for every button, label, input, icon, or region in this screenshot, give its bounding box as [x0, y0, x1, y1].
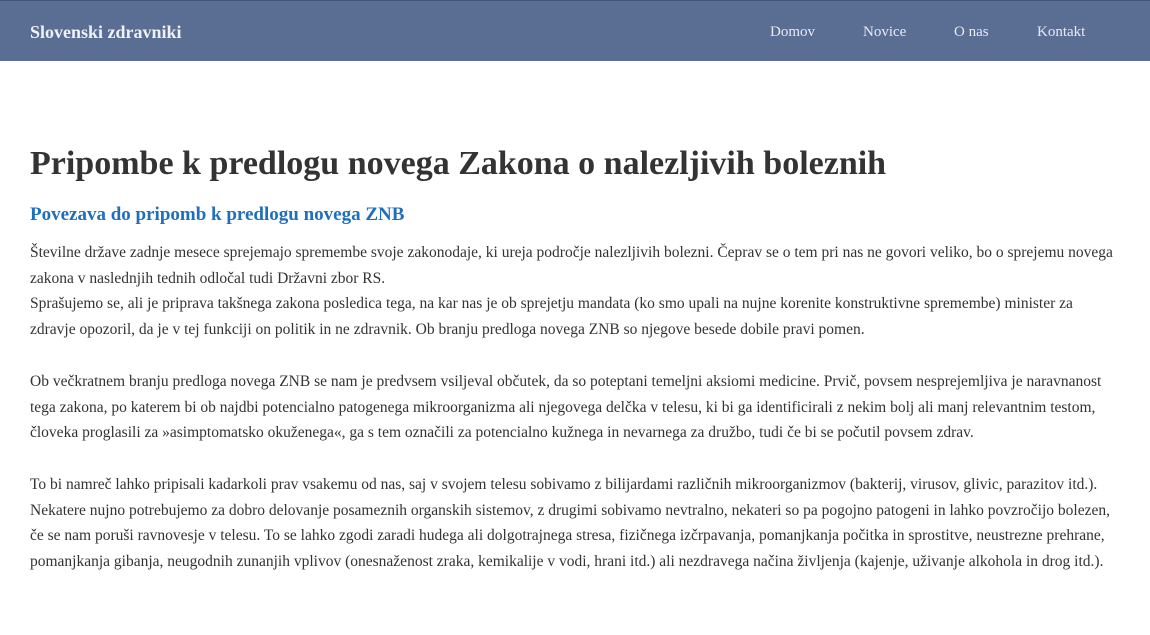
top-navbar: [0, 0, 1150, 61]
nav-link-novice[interactable]: Novice: [863, 24, 907, 40]
nav-link-o-nas[interactable]: O nas: [954, 24, 989, 40]
comments-link[interactable]: Povezava do pripomb k predlogu novega ZNB: [30, 204, 405, 225]
nav-link-domov[interactable]: Domov: [770, 24, 815, 40]
page-title: Pripombe k predlogu novega Zakona o nalezljivih boleznih: [30, 145, 887, 182]
site-brand-link[interactable]: Slovenski zdravniki: [30, 22, 182, 42]
article-paragraph: Številne države zadnje mesece sprejemajo spremembe svoje zakonodaje, ki ureja področje nalezljivih bolezni. Čeprav se o tem pri nas ne govori veliko, bo o sprejemu novega zakona v naslednjih tednih odločal tudi Državni zbor RS.: [30, 244, 1113, 287]
article-paragraph: To bi namreč lahko pripisali kadarkoli prav vsakemu od nas, saj v svojem telesu sobivamo z bilijardami različnih mikroorganizmov (bakterij, virusov, glivic, parazitov itd.). Nekatere nujno potrebujemo za dobro delovanje posameznih organskih sistemov, z drugimi sobivamo nevtralno, nekateri so pa pogojno patogeni in lahko povzročijo bolezen, če se nam poruši ravnovesje v telesu. To se lahko zgodi zaradi hudega ali dolgotrajnega stresa, fizičnega izčrpavanja, pomanjkanja počitka in sprostitve, neustrezne prehrane, pomanjkanja gibanja, neugodnih zunanjih vplivov (onesnaženost zraka, kemikalije v vodi, hrani itd.) ali nezdravega načina življenja (kajenje, uživanje alkohola in drog itd.).: [30, 475, 1110, 571]
article-paragraph: Sprašujemo se, ali je priprava takšnega zakona posledica tega, na kar nas je ob sprejetju mandata (ko smo upali na nujne korenite konstruktivne spremembe) minister za zdravje opozoril, da je v tej funkciji on politik in ne zdravnik. Ob branju predloga novega ZNB so njegove besede dobile pravi pomen.: [30, 295, 1073, 339]
article-content: [30, 140, 1120, 575]
nav-link-kontakt[interactable]: Kontakt: [1037, 24, 1086, 40]
article-paragraph: Ob večkratnem branju predloga novega ZNB se nam je predvsem vsiljeval občutek, da so poteptani temeljni aksiomi medicine. Prvič, povsem nesprejemljiva je naravnanost tega zakona, po katerem bi ob najdbi potencialno patogenega mikroorganizma ali njegovega delčka v telesu, ki bi ga identificirali z nekim bolj ali manj relevantnim testom, človeka proglasili za »asimptomatsko okuženega«, ga s tem označili za potencialno kužnega in nevarnega za družbo, tudi če bi se počutil povsem zdrav.: [30, 372, 1102, 442]
